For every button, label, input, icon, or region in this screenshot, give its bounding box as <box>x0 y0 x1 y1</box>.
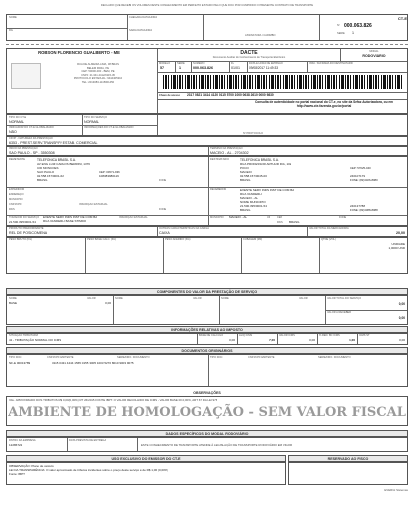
peso-bruto-label: PESO BRUTO (KG) <box>9 238 33 241</box>
remetente-label: REMETENTE <box>9 158 25 161</box>
canhoto-saida-label: SAÍDA DATA/HORA <box>129 29 153 32</box>
emissao-label: DATA E HORA DE EMISSÃO <box>249 62 283 65</box>
valor-receber: 0,00 <box>398 316 405 320</box>
tomador-cep: CEP <box>277 216 283 219</box>
reservado-fisco-title: RESERVADO AO FISCO <box>288 455 408 462</box>
produto-value: REL DE POSICOMENA <box>9 231 48 235</box>
tomador-ie: INSCRIÇÃO ESTADUAL <box>119 216 148 219</box>
situacao-value: 41 - TRIBUTAÇÃO NORMAL DO ICMS <box>9 338 62 342</box>
doc-cnpj-label: CNPJ/CPF EMITENTE <box>47 356 74 359</box>
recebedor-ie: 240137788 <box>350 204 366 208</box>
tomador-municipio: MACEIO - AL <box>229 215 248 219</box>
barcode <box>163 75 403 89</box>
destinatario-nome: TELEFONICA BRASIL S.A. <box>240 158 279 162</box>
expedidor-label: EXPEDIDOR <box>9 188 25 191</box>
remetente-bairro: CID MONCOES <box>37 166 59 170</box>
numero-value: 000.063.826 <box>193 66 213 70</box>
recebedor-block <box>210 188 406 214</box>
documentos-section <box>6 347 408 387</box>
tipo-cte-value: NORMAL <box>9 120 25 124</box>
emitente-endereco-line: CEP: 50000-000 - BEM, PE <box>81 70 115 74</box>
emitente-endereco-line: RUA DE ALMEIDA LIMA, 38 BRAS <box>77 63 119 66</box>
valor-receber-label: VALOR A RECEBER <box>327 311 352 314</box>
emitente-nome: ROBSON FLORENCIO GUALBERTO - ME <box>38 51 120 55</box>
tomador-nome: EXENTE SERV INDS INST DE COM BA <box>43 215 98 219</box>
modal-label: MODAL <box>369 50 379 53</box>
canhoto-chegada-label: CHEGADA DATA/HORA <box>129 16 158 19</box>
remetente-endereco: AV ENG LUIZ CARLOS BERRINI, 1376 <box>37 162 90 166</box>
volume-qtd: 1,0000 UND <box>388 246 405 250</box>
obs-text: VAL. APROXIMADO DOS TRIBUTOS R$ 0,00(0,00%) RT 26/2015 FONTE IBPT. O VALOR RECOLHIDO DE ICMS - VALOR BASE 00.0,00%, ART 67 DA LEI 976 <box>9 398 218 402</box>
icms-value: 0,00 <box>309 338 315 342</box>
remetente-pais: BRASIL <box>37 178 48 182</box>
remetente-fone: FONE <box>159 179 167 182</box>
destinatario-endereco: RUA PROFESSOR ARTHUR R/A, 102 <box>240 162 292 166</box>
expedidor-pais-label: PAÍS <box>9 208 15 211</box>
expedidor-block <box>9 188 205 214</box>
impostos-title: INFORMAÇÕES RELATIVAS AO IMPOSTO <box>6 326 408 333</box>
remetente-cnpj: 02.558.157/0001-62 <box>37 174 64 178</box>
reservado-fisco-box <box>288 462 408 485</box>
footer-text: EVERGI Sistemas <box>384 488 408 492</box>
canhoto-serie-label: SÉRIE <box>337 32 345 35</box>
red-label: % RED. BC ICMS <box>319 334 340 337</box>
destinatario-pais: BRASIL <box>240 178 251 182</box>
consulta-text: Consulta de autenticidade no portal nacional do CT-e, no site da Sefaz Autorizadora, ou em http://www.cte.fazenda.gov.br/portal <box>254 100 394 108</box>
tomador-fone: FONE <box>339 216 347 219</box>
doc-chave: 3115 0431 4444 1565 0155 3005 1003 5270 8010 9003 9075 <box>52 361 134 365</box>
remetente-block <box>9 158 205 186</box>
parties-block <box>6 156 408 226</box>
obs-title: OBSERVAÇÕES <box>193 391 221 395</box>
canhoto-rg-label: RG <box>9 29 13 32</box>
qtde-vol-label: QTDE (VOL) <box>321 238 336 241</box>
componentes-nome-label-3: NOME <box>221 297 229 300</box>
info-globalizado-label: INFORMAÇÕES DO CT-E GLOBALIZADO <box>84 126 134 129</box>
previsao-label: DATA PREVISTA DE ENTREGA <box>69 439 107 442</box>
emitente-endereco-line: CNPJ: 21.341.4412/0115-45 <box>81 73 115 77</box>
base-calculo: 0,00 <box>229 338 235 342</box>
componente-nome: BASE <box>9 301 18 305</box>
peso-aferido-label: PESO AFERIDO (KG) <box>165 238 191 241</box>
tomador-municipio-label: MUNICÍPIO <box>210 216 224 219</box>
expedidor-fone: FONE <box>159 208 167 211</box>
protocolo-label: Nº PROTOCOLO <box>243 132 264 135</box>
doc-serie-label: SÉRIE/NRO. DOCUMENTO <box>117 356 150 359</box>
fisco-fonte: Fonte: IBPT <box>9 472 26 476</box>
tipo-cte-label: TIPO DO CT-E <box>9 116 27 119</box>
remetente-cep: CEP: 04571-936 <box>99 170 120 174</box>
destinatario-municipio: MACEIO <box>240 170 252 174</box>
impostos-section <box>6 326 408 346</box>
outras-label: OUTRAS CARACTERÍSTICAS DA CARGA <box>159 227 210 230</box>
emitente-endereco <box>43 63 153 85</box>
destinatario-block <box>210 158 406 186</box>
emitente-endereco-line: TEL: 2013083-1115001450 <box>81 80 115 84</box>
pesos-block <box>6 237 408 274</box>
tipo-servico-label: TIPO DO SERVIÇO <box>84 116 108 119</box>
red-value: 1,00 <box>349 338 355 342</box>
tomador-pais: BRASIL <box>289 220 300 224</box>
aliq-value: 7,00 <box>269 338 275 342</box>
uso-emissor-title: USO EXCLUSIVO DO EMISSOR DO CT-E <box>6 455 286 462</box>
globalizado-value: NÃO <box>9 130 17 134</box>
header-block <box>6 48 408 114</box>
destinatario-ie: 240107179 <box>350 174 366 178</box>
chave-label: Chave de acesso <box>159 94 181 97</box>
recebedor-nome: EXENTE SERV INDS INST DE COM BA <box>240 188 295 192</box>
canhoto-numero: 000.063.826 <box>344 23 372 29</box>
tipo-servico-value: NORMAL <box>84 120 100 124</box>
canhoto-serie: 1 <box>352 31 354 35</box>
canhoto-numero-label: Nº <box>337 24 340 27</box>
canhoto-declaration: DECLARO QUE RECEBI OS VOLUMES DESTE CONHECIMENTO EM PERFEITO ESTADO PELO QUE DOU POR CUMPRIDO O PRESENTE CONTRATO DE TRANSPORTE <box>100 4 314 7</box>
folha-value: 01/01 <box>231 66 240 70</box>
rodoviario-lei: ESTE CONHECIMENTO DE TRANSPORTE ATENDE À LEGISLAÇÃO DE TRANSPORTE RODOVIÁRIO EM VIGOR <box>141 443 293 447</box>
aliq-label: ALÍQ ICMS <box>239 334 253 337</box>
outras-value: CAIXA <box>159 231 170 235</box>
documentos-title: DOCUMENTOS ORIGINÁRIOS <box>6 347 408 354</box>
valor-mercadoria-label: VALOR TOTAL DA MERCADORIA <box>309 227 349 230</box>
componentes-valor-label: VALOR <box>87 297 96 300</box>
rodoviario-title: DADOS ESPECÍFICOS DO MODAL RODOVIÁRIO <box>6 430 408 437</box>
emitente-logo <box>11 63 41 89</box>
impostos-table <box>6 333 408 345</box>
termino-value: MACEIO - AL - 2704302 <box>210 151 249 155</box>
recebedor-bairro: MACEIO - AL <box>240 196 259 200</box>
destinatario-cep: CEP: 57025-040 <box>350 166 371 170</box>
componentes-title: COMPONENTES DO VALOR DA PRESTAÇÃO DE SERVIÇO <box>6 288 408 295</box>
componentes-nome-label: NOME <box>9 297 17 300</box>
dacte-title: DACTE <box>240 50 258 56</box>
fisco-section <box>6 455 408 511</box>
destinatario-cnpj: 02.558.157/0045-00 <box>240 174 267 178</box>
destinatario-fone: FONE: (82)3326-8080 <box>350 178 378 182</box>
destinatario-label: DESTINATÁRIO <box>210 158 229 161</box>
componentes-table <box>6 295 408 325</box>
modelo-value: 57 <box>160 66 164 70</box>
cfop-value: 6353 - PREST.SERV.TRANSP.P/ ESTAB. COMERCIAL <box>9 141 98 145</box>
tomador-pais-label: PAÍS <box>277 221 283 224</box>
rodoviario-box <box>6 437 408 452</box>
inicio-label: INÍCIO DA PRESTAÇÃO <box>9 147 38 150</box>
rntrc-label: RNTRC DA EMPRESA <box>9 439 36 442</box>
emitente-endereco-line: BELEM PARA, PE <box>86 66 110 70</box>
componentes-nome-label-2: NOME <box>115 297 123 300</box>
doc-tipo-label-2: TIPO DOC <box>210 356 223 359</box>
tomador-cnpj: 21.500.395/0001-54 <box>9 220 36 224</box>
componentes-section <box>6 288 408 325</box>
numero-label: NÚMERO <box>193 62 205 65</box>
folha-label: FL <box>231 62 235 65</box>
emitente-endereco-line: PROTOCOLO ESTADUAL: 9444405310 <box>73 77 123 81</box>
serie-value: 1 <box>179 66 181 70</box>
doc-tipo: NF-E 00013789 <box>9 361 31 365</box>
fisco-lei: LEI DA TRANSPARÊNCIA: O valor aproximado de tributos incidentes sobre o preço deste serviço é de R$ 1,00 (0,00%) <box>9 468 169 472</box>
canhoto-box <box>6 14 408 41</box>
cfop-block <box>6 136 408 146</box>
modal-value: RODOVIÁRIO <box>362 54 386 58</box>
doc-cnpj-label-2: CNPJ/CPF EMITENTE <box>248 356 275 359</box>
emissao-value: 09/08/2017 11:49:33 <box>249 66 279 70</box>
icms-label: VALOR ICMS <box>279 334 295 337</box>
recebedor-fone: FONE: (82)3388-8088 <box>350 208 378 212</box>
st-label: ICMS ST <box>359 334 370 337</box>
canhoto-assinatura-label: ASSINATURA / CARIMBO <box>245 34 276 37</box>
componente-valor: 0,00 <box>105 301 111 305</box>
recebedor-cnpj: 21.500.395/0001-54 <box>240 204 267 208</box>
base-calculo-label: BASE DE CÁLCULO <box>199 334 224 337</box>
componentes-valor-label-2: VALOR <box>193 297 202 300</box>
volume-unidade: UNIDADE <box>391 242 405 246</box>
fisco-obs: OBSERVAÇÃO: Plano de veiculo: <box>9 464 55 468</box>
expedidor-endereco-label: ENDEREÇO <box>9 193 24 196</box>
globalizado-label: INDICADOR DO CT-E GLOBALIZADO <box>9 126 54 129</box>
remetente-nome: TELEFONICA BRASIL S.A. <box>37 158 76 162</box>
expedidor-municipio-label: MUNICÍPIO <box>9 198 23 201</box>
recebedor-endereco: RUA VANDERLI <box>240 192 262 196</box>
tomador-label: TOMADOR DO SERVIÇO <box>9 216 40 219</box>
rodoviario-section <box>6 430 408 452</box>
termino-label: TÉRMINO DA PRESTAÇÃO <box>210 147 243 150</box>
remetente-municipio: SAO PAULO <box>37 170 55 174</box>
chave-value: 2317 0821 3414 4120 0115 5700 1000 0638 2610 0000 9830 <box>187 93 274 97</box>
tomador-block <box>9 216 405 226</box>
prestacao-block <box>6 146 408 156</box>
recebedor-pais: BRASIL <box>240 208 251 212</box>
dacte-document <box>6 4 408 516</box>
valor-mercadoria: 20,00 <box>396 231 405 235</box>
doc-tipo-label: TIPO DOC <box>9 356 22 359</box>
uso-emissor-box <box>6 462 286 485</box>
produto-label: PRODUTO PREDOMINANTE <box>9 227 44 230</box>
recebedor-label: RECEBEDOR <box>210 188 227 191</box>
situacao-label: SITUAÇÃO TRIBUTÁRIA <box>9 334 39 337</box>
total-servico: 0,00 <box>398 302 405 306</box>
total-servico-label: VALOR TOTAL DO SERVIÇO <box>327 297 362 300</box>
tomador-uf: UF <box>267 216 271 219</box>
expedidor-cnpj-label: CNPJ/CPF <box>9 203 22 206</box>
tipo-block <box>6 114 408 136</box>
peso-base-label: PESO BASE CÁLC. (KG) <box>87 238 117 241</box>
cfop-label: CFOP - NATUREZA DA PRESTAÇÃO <box>9 137 53 140</box>
homologacao-watermark: AMBIENTE DE HOMOLOGAÇÃO - SEM VALOR FISCAL <box>8 405 406 420</box>
canhoto-cte-label: CT-E <box>397 17 407 21</box>
destinatario-bairro: POCO <box>240 166 249 170</box>
canhoto-nome-label: NOME <box>9 16 17 19</box>
cubagem-label: CUBAGEM (M3) <box>243 238 263 241</box>
remetente-ie: 108383980119 <box>99 174 119 178</box>
doc-serie-label-2: SÉRIE/NRO. DOCUMENTO <box>318 356 351 359</box>
dacte-subtitle: Documento Auxiliar do Conhecimento de Transporte Eletrônico <box>212 56 286 59</box>
serie-label: SÉRIE <box>177 62 185 65</box>
obs-box <box>6 396 408 426</box>
documentos-table <box>6 354 408 387</box>
st-value: 0,00 <box>399 338 405 342</box>
rntrc-value: 12286722 <box>9 443 23 447</box>
tomador-endereco: RUA VANDERLI BASE STIMDO <box>43 219 87 223</box>
produto-block <box>6 226 408 237</box>
modelo-label: MODELO <box>159 62 171 65</box>
inicio-value: SAO PAULO - SP - 3550308 <box>9 151 55 155</box>
componentes-valor-label-3: VALOR <box>299 297 308 300</box>
expedidor-ie: INSCRIÇÃO ESTADUAL <box>79 203 108 206</box>
recebedor-municipio: NOME MUNICIPIO <box>240 200 266 204</box>
insc-suframa-label: INSC. SUFRAMA DO DESTINATÁRIO <box>309 62 354 65</box>
obs-section <box>6 390 408 426</box>
